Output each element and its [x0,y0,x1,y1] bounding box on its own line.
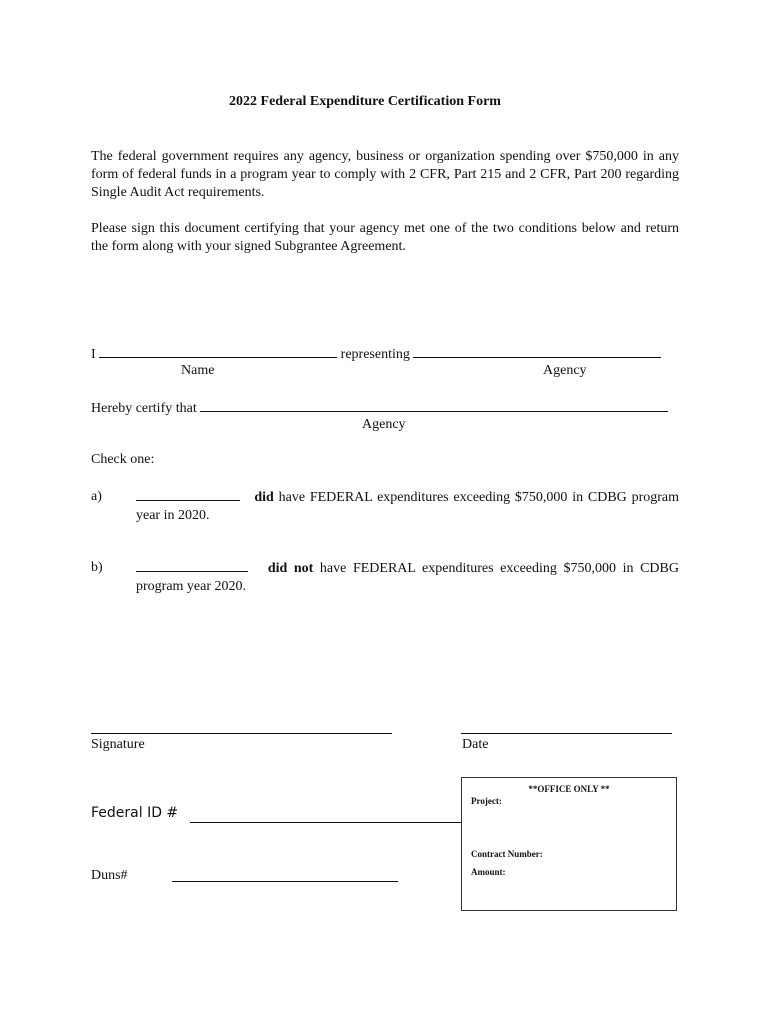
option-b-check-blank[interactable] [136,559,248,572]
date-label: Date [462,737,489,752]
option-b-keyword: did not [267,561,314,576]
federal-id-line[interactable] [190,822,461,823]
amount-label: Amount: [471,867,506,877]
name-blank[interactable] [99,345,337,358]
instruction-paragraph: Please sign this document certifying that your agency met one of the two conditions below and return the form along with your signed Subgrantee Agreement. [91,221,679,254]
agency-blank[interactable] [413,345,661,358]
office-only-box [461,777,677,911]
check-one-label: Check one: [91,452,155,467]
option-a-check-blank[interactable] [136,488,240,501]
project-label: Project: [471,796,502,806]
representing-text: representing [340,347,410,362]
agency-caption: Agency [543,363,587,378]
office-only-header: **OFFICE ONLY ** [528,784,610,794]
contract-number-label: Contract Number: [471,849,543,859]
signature-label: Signature [91,737,145,752]
option-a-mark: a) [91,489,102,504]
name-agency-line [91,345,661,363]
option-a [91,488,679,525]
option-b-body [136,559,679,596]
certify-agency-blank[interactable] [200,399,668,412]
name-caption: Name [181,363,215,378]
option-a-keyword: did [254,490,274,505]
option-b-mark: b) [91,560,103,575]
option-b-text: have FEDERAL expenditures exceeding $750,000 in CDBG program year 2020. [136,561,679,594]
intro-paragraph: The federal government requires any agency, business or organization spending over $750,000 in any form of federal funds in a program year to comply with 2 CFR, Part 215 and 2 CFR, Part 200 regarding Single Audit Act requirements. [91,149,679,200]
signature-line[interactable] [91,733,392,734]
option-a-text: have FEDERAL expenditures exceeding $750,000 in CDBG program year in 2020. [136,490,679,523]
option-b [91,559,679,596]
i-prefix: I [91,347,96,362]
duns-label: Duns# [91,868,128,883]
certify-agency-caption: Agency [362,417,406,432]
duns-line[interactable] [172,881,398,882]
federal-id-label: Federal ID # [91,805,179,821]
option-a-body [136,488,679,525]
date-line[interactable] [461,733,672,734]
certify-prefix: Hereby certify that [91,401,197,416]
form-title: 2022 Federal Expenditure Certification Form [229,94,501,109]
certify-line [91,399,668,417]
